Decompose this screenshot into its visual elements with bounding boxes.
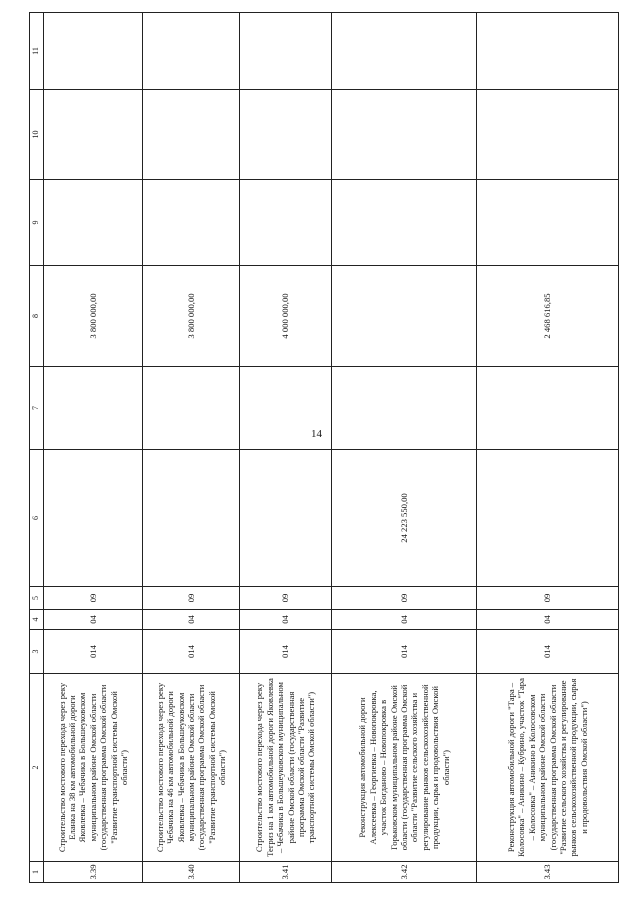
table-row <box>239 13 331 883</box>
amount-cell <box>239 13 331 90</box>
header-row <box>30 13 44 883</box>
amount-cell <box>143 180 240 266</box>
amount-cell <box>332 13 477 90</box>
header-cell-6: 6 <box>30 450 44 587</box>
amount-cell <box>43 450 143 587</box>
header-cell-8: 8 <box>30 266 44 367</box>
code-cell: 09 <box>143 587 240 610</box>
code-cell: 04 <box>143 610 240 630</box>
amount-cell <box>239 367 331 450</box>
amount-cell <box>477 180 619 266</box>
header-cell-7: 7 <box>30 367 44 450</box>
code-cell: 09 <box>477 587 619 610</box>
row-number: 3.39 <box>43 862 143 883</box>
code-cell: 09 <box>239 587 331 610</box>
budget-table-rotated <box>29 13 619 883</box>
amount-cell <box>239 90 331 180</box>
amount-cell <box>239 450 331 587</box>
code-cell: 09 <box>43 587 143 610</box>
code-cell: 04 <box>477 610 619 630</box>
code-cell: 014 <box>43 630 143 674</box>
amount-cell <box>43 367 143 450</box>
amount-cell <box>239 180 331 266</box>
code-cell: 04 <box>239 610 331 630</box>
amount-cell <box>43 180 143 266</box>
amount-cell <box>332 266 477 367</box>
amount-cell <box>143 450 240 587</box>
table-row <box>332 13 477 883</box>
row-number: 3.41 <box>239 862 331 883</box>
object-name: Строительство мостового перехода через реку Тегриз на 1 км автомобильной дороги Яковлевка – Чебачика в Большеуковском муниципальном районе Омской области (государственная программа Омской области "Развитие транспортной системы Омской области") <box>239 674 331 862</box>
code-cell: 04 <box>332 610 477 630</box>
object-name: Реконструкция автомобильной дороги "Тара – Колосовка" – Аникино – Кубрино, участок "Тара – Колосовка" – Аникино в Колосовском муниципальном районе Омской области (государственная программа Омской области "Развитие сельского хозяйства и регулирование рынков сельскохозяйственной продукции, сырья и продовольствия Омской области") <box>477 674 619 862</box>
amount-cell <box>332 90 477 180</box>
amount-cell <box>143 90 240 180</box>
code-cell: 04 <box>43 610 143 630</box>
amount-cell <box>477 450 619 587</box>
code-cell: 014 <box>332 630 477 674</box>
header-cell-1: 1 <box>30 862 44 883</box>
table-row <box>477 13 619 883</box>
amount-cell: 4 000 000,00 <box>239 266 331 367</box>
amount-cell <box>332 367 477 450</box>
table-row <box>143 13 240 883</box>
amount-cell: 3 800 000,00 <box>143 266 240 367</box>
amount-cell <box>332 180 477 266</box>
amount-cell <box>43 13 143 90</box>
amount-cell <box>143 367 240 450</box>
amount-cell: 2 468 616,85 <box>477 266 619 367</box>
amount-cell <box>43 90 143 180</box>
header-cell-9: 9 <box>30 180 44 266</box>
header-cell-3: 3 <box>30 630 44 674</box>
code-cell: 09 <box>332 587 477 610</box>
table-row <box>43 13 143 883</box>
code-cell: 014 <box>143 630 240 674</box>
amount-cell <box>477 367 619 450</box>
code-cell: 014 <box>477 630 619 674</box>
amount-cell: 3 800 000,00 <box>43 266 143 367</box>
object-name: Строительство мостового перехода через реку Еланка на 38 км автомобильной дороги Яковлевка – Чебачика в Большеуковском муниципальном районе Омской области (государственная программа Омской области "Развитие транспортной системы Омской области") <box>43 674 143 862</box>
header-cell-2: 2 <box>30 674 44 862</box>
header-cell-4: 4 <box>30 610 44 630</box>
header-cell-5: 5 <box>30 587 44 610</box>
header-cell-11: 11 <box>30 13 44 90</box>
code-cell: 014 <box>239 630 331 674</box>
object-name: Реконструкция автомобильной дороги Алексеевка – Георгиевка – Новопокровка, участок Богданово – Новопокровка в Горьковском муниципальном районе Омской области (государственная программа Омской области "Развитие сельского хозяйства и регулирование рынков сельскохозяйственной продукции, сырья и продовольствия Омской области") <box>332 674 477 862</box>
amount-cell: 24 223 550,00 <box>332 450 477 587</box>
page-number: 14 <box>311 428 322 440</box>
row-number: 3.42 <box>332 862 477 883</box>
row-number: 3.40 <box>143 862 240 883</box>
amount-cell <box>477 13 619 90</box>
amount-cell <box>477 90 619 180</box>
object-name: Строительство мостового перехода через реку Чебачика на 46 км автомобильной дороги Яковлевка – Чебачика в Большеуковском муниципальном районе Омской области (государственная программа Омской области "Развитие транспортной системы Омской области") <box>143 674 240 862</box>
row-number: 3.43 <box>477 862 619 883</box>
budget-table <box>29 12 619 883</box>
amount-cell <box>143 13 240 90</box>
header-cell-10: 10 <box>30 90 44 180</box>
